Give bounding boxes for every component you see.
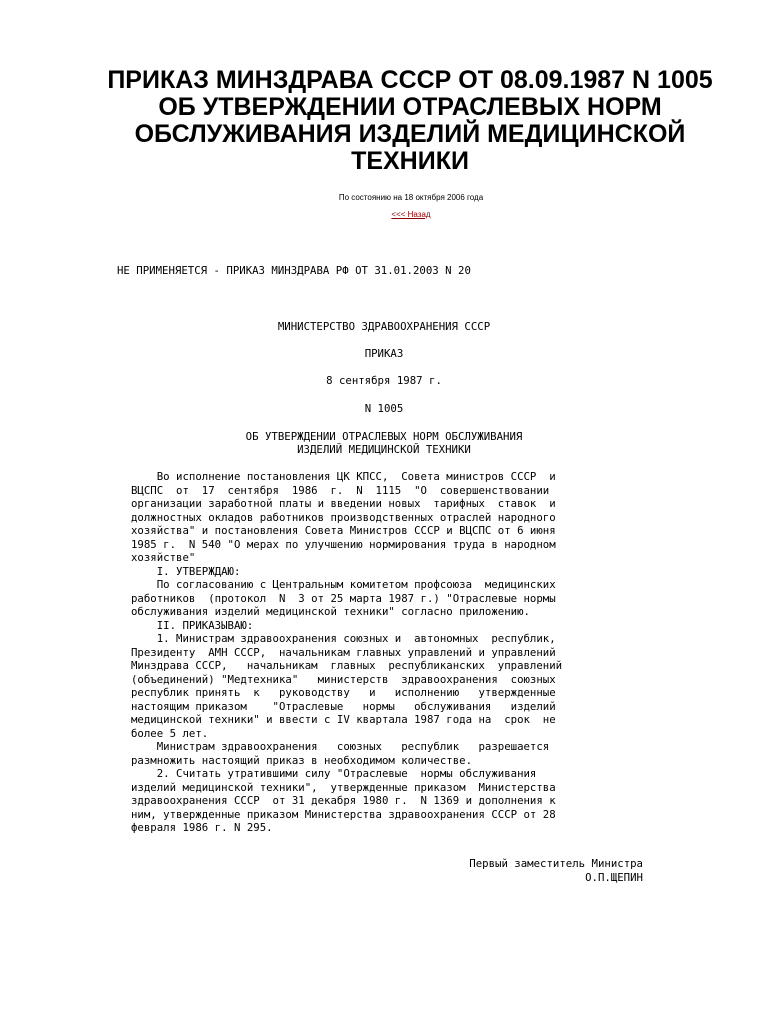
doc-type-heading: ПРИКАЗ [364, 347, 404, 360]
as-of-date: По состоянию на 18 октября 2006 года [338, 193, 484, 202]
order-date: 8 сентября 1987 г. [326, 374, 442, 387]
status-line: НЕ ПРИМЕНЯЕТСЯ - ПРИКАЗ МИНЗДРАВА РФ ОТ 31.01.2003 N 20 [117, 264, 471, 277]
signatory-position: Первый заместитель Министра [469, 857, 643, 870]
order-number: N 1005 [364, 402, 404, 415]
subject-line-2: ИЗДЕЛИЙ МЕДИЦИНСКОЙ ТЕХНИКИ [297, 443, 471, 456]
subject-line-1: ОБ УТВЕРЖДЕНИИ ОТРАСЛЕВЫХ НОРМ ОБСЛУЖИВАНИЯ [245, 430, 523, 443]
signatory-name: О.П.ЩЕПИН [585, 871, 643, 884]
ministry-heading: МИНИСТЕРСТВО ЗДРАВООХРАНЕНИЯ СССР [277, 320, 491, 333]
order-body-text: Во исполнение постановления ЦК КПСС, Совета министров СССР и ВЦСПС от 17 сентября 1986 г. N 1115 "О совершенствовании организации заработной платы и введении новых тарифных ставок и должностных окладов работников производственных отраслей народного хозяйства" и постановления Совета Министров СССР и ВЦСПС от 6 июня 1985 г. N 540 "О мерах по улучшению нормирования труда в народном хозяйстве" I. УТВЕРЖДАЮ: По согласованию с Центральным комитетом профсоюза медицинских работников (протокол N 3 от 25 марта 1987 г.) "Отраслевые нормы обслуживания изделий медицинской техники" согласно приложению. II. ПРИКАЗЫВАЮ: 1. Министрам здравоохранения союзных и автономных республик, Президенту АМН СССР, начальникам главных управлений и управлений Минздрава СССР, начальникам главных республиканских управлений (объединений) "Медтехника" министерств здравоохранения союзных республик принять к руководству и исполнению утвержденные настоящим приказом "Отраслевые нормы обслуживания изделий медицинской техники" и ввести с IV квартала 1987 года на срок не более 5 лет. Министрам здравоохранения союзных республик разрешается размножить настоящий приказ в необходимом количестве. 2. Считать утратившими силу "Отраслевые нормы обслуживания изделий медицинской техники", утвержденные приказом Министерства здравоохранения СССР от 31 декабря 1980 г. N 1369 и дополнения к ним, утвержденные приказом Министерства здравоохранения СССР от 28 февраля 1986 г. N 295. [131, 470, 563, 834]
document-title: ПРИКАЗ МИНЗДРАВА СССР ОТ 08.09.1987 N 1005 ОБ УТВЕРЖДЕНИИ ОТРАСЛЕВЫХ НОРМ ОБСЛУЖИВАНИЯ ИЗДЕЛИЙ МЕДИЦИНСКОЙ ТЕХНИКИ [107, 66, 713, 175]
back-link-container [0, 210, 768, 219]
back-link[interactable]: <<< Назад [391, 210, 431, 219]
